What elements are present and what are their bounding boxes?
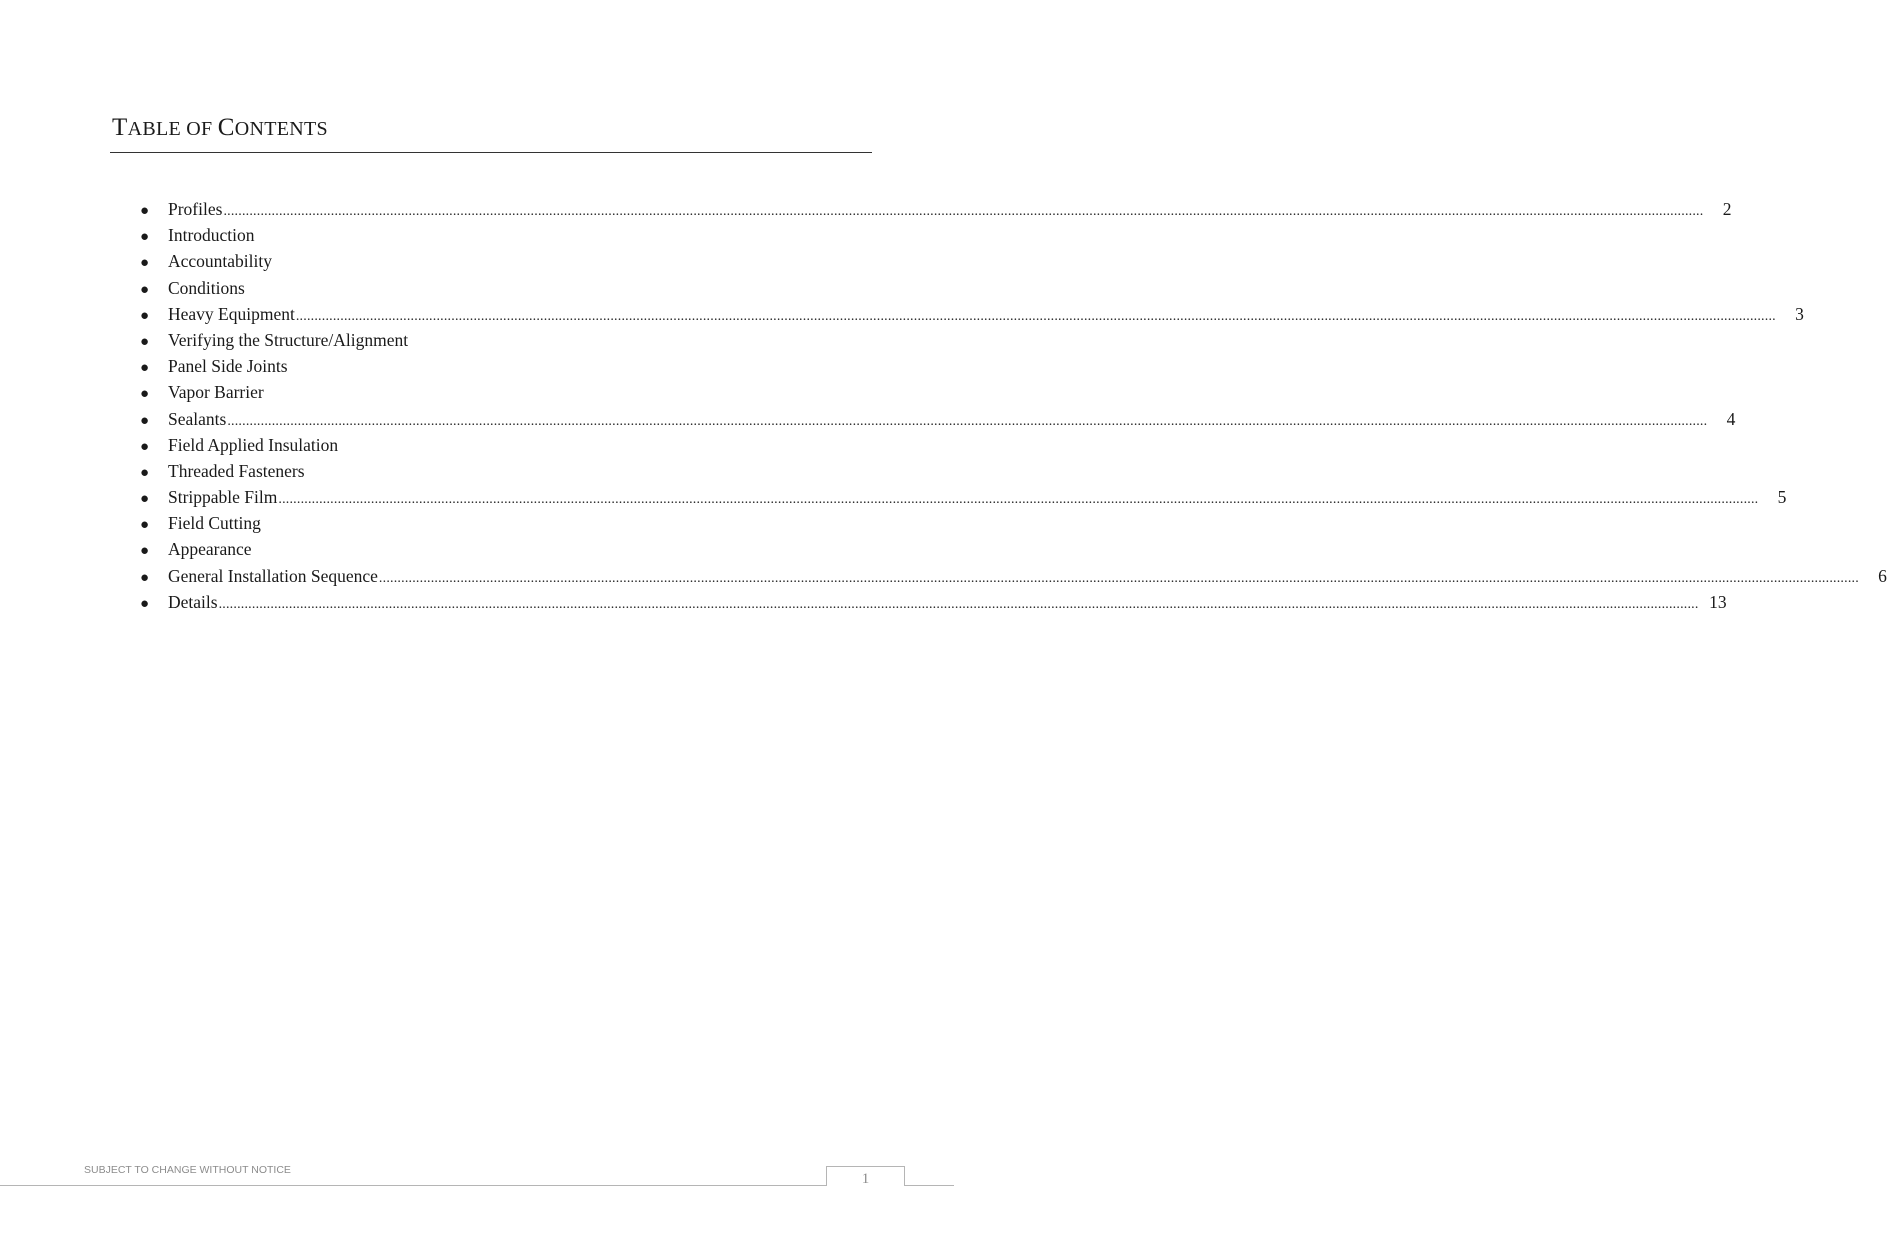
toc-entry[interactable] — [140, 248, 830, 274]
dot-leader: ................................................................................................................................................................................................................................................................................................................................................................................................................ — [227, 413, 1708, 429]
toc-entry-page-number: 4 — [1726, 408, 1736, 429]
toc-entry[interactable] — [140, 275, 830, 301]
toc-entry-page-number: 6 — [1878, 565, 1887, 586]
bullet-icon: ● — [140, 281, 150, 298]
bullet-icon: ● — [140, 464, 150, 481]
dot-leader: ................................................................................................................................................................................................................................................................................................................................................................................................................ — [223, 204, 1704, 219]
toc-entry-title: Field Applied Insulation — [168, 434, 339, 455]
toc-entry-page-number: 2 — [1722, 199, 1732, 219]
toc-entry[interactable] — [140, 510, 830, 536]
toc-entry-title: Strippable Film — [168, 487, 278, 508]
dot-leader: ................................................................................................................................................................................................................................................................................................................................................................................................................ — [278, 492, 1759, 508]
toc-entry[interactable] — [140, 589, 1727, 615]
page-number: 1 — [861, 1171, 870, 1187]
toc-entry-title: Details — [168, 591, 218, 612]
toc-entry-title: Appearance — [168, 539, 252, 560]
bullet-icon: ● — [140, 595, 150, 612]
bullet-icon: ● — [140, 386, 150, 403]
toc-entry[interactable] — [140, 379, 830, 405]
heading-rest-table-of: ABLE OF — [127, 118, 218, 140]
dot-leader: ................................................................................................................................................................................................................................................................................................................................................................................................................ — [218, 596, 1699, 612]
heading-initial-t: T — [112, 114, 128, 141]
toc-entry[interactable] — [140, 327, 830, 353]
footer-notice: SUBJECT TO CHANGE WITHOUT NOTICE — [84, 1164, 291, 1176]
bullet-icon: ● — [140, 229, 150, 246]
toc-entry-title: Panel Side Joints — [168, 356, 288, 377]
toc-entry-page-number: 13 — [1709, 591, 1727, 612]
toc-heading — [112, 114, 328, 142]
toc-entry[interactable] — [140, 484, 1787, 510]
toc-entry-page-number: 3 — [1795, 303, 1804, 324]
bullet-icon: ● — [140, 569, 150, 586]
bullet-icon: ● — [140, 255, 150, 272]
bullet-icon: ● — [140, 307, 150, 324]
page-number-box — [826, 1166, 905, 1186]
bullet-icon: ● — [140, 360, 150, 377]
bullet-icon: ● — [140, 517, 150, 534]
toc-entry[interactable] — [140, 432, 830, 458]
bullet-icon: ● — [140, 438, 150, 455]
footer-divider — [0, 1185, 954, 1186]
toc-entry[interactable] — [140, 406, 1736, 432]
toc-entry-title: Vapor Barrier — [168, 382, 264, 403]
bullet-icon: ● — [140, 491, 150, 508]
toc-entry[interactable] — [140, 536, 830, 562]
heading-rest-contents: ONTENTS — [234, 118, 328, 140]
toc-entry-title: Conditions — [168, 277, 245, 298]
toc-entry[interactable] — [140, 353, 830, 379]
toc-entry-title: Heavy Equipment — [168, 303, 295, 324]
toc-entry[interactable] — [140, 458, 830, 484]
toc-entry-title: Threaded Fasteners — [168, 460, 305, 481]
toc-entry[interactable] — [140, 196, 1732, 222]
toc-entry[interactable] — [140, 563, 1887, 589]
toc-entry[interactable] — [140, 301, 1804, 327]
heading-initial-c: C — [217, 114, 235, 141]
toc-entry[interactable] — [140, 222, 830, 248]
toc-entry-title: General Installation Sequence — [168, 565, 378, 586]
dot-leader: ................................................................................................................................................................................................................................................................................................................................................................................................................ — [295, 308, 1776, 324]
toc-entry-title: Introduction — [168, 225, 255, 246]
heading-divider — [110, 152, 872, 153]
toc-entry-title: Accountability — [168, 251, 273, 272]
toc-entry-page-number: 5 — [1777, 487, 1787, 508]
bullet-icon: ● — [140, 203, 150, 219]
dot-leader: ................................................................................................................................................................................................................................................................................................................................................................................................................ — [378, 570, 1859, 586]
bullet-icon: ● — [140, 543, 150, 560]
toc-entry-title: Sealants — [168, 408, 227, 429]
bullet-icon: ● — [140, 412, 150, 429]
toc-entry-title: Profiles — [168, 199, 223, 219]
bullet-icon: ● — [140, 333, 150, 350]
toc-entry-title: Verifying the Structure/Alignment — [168, 329, 409, 350]
toc-list — [140, 196, 1887, 615]
toc-entry-title: Field Cutting — [168, 513, 261, 534]
